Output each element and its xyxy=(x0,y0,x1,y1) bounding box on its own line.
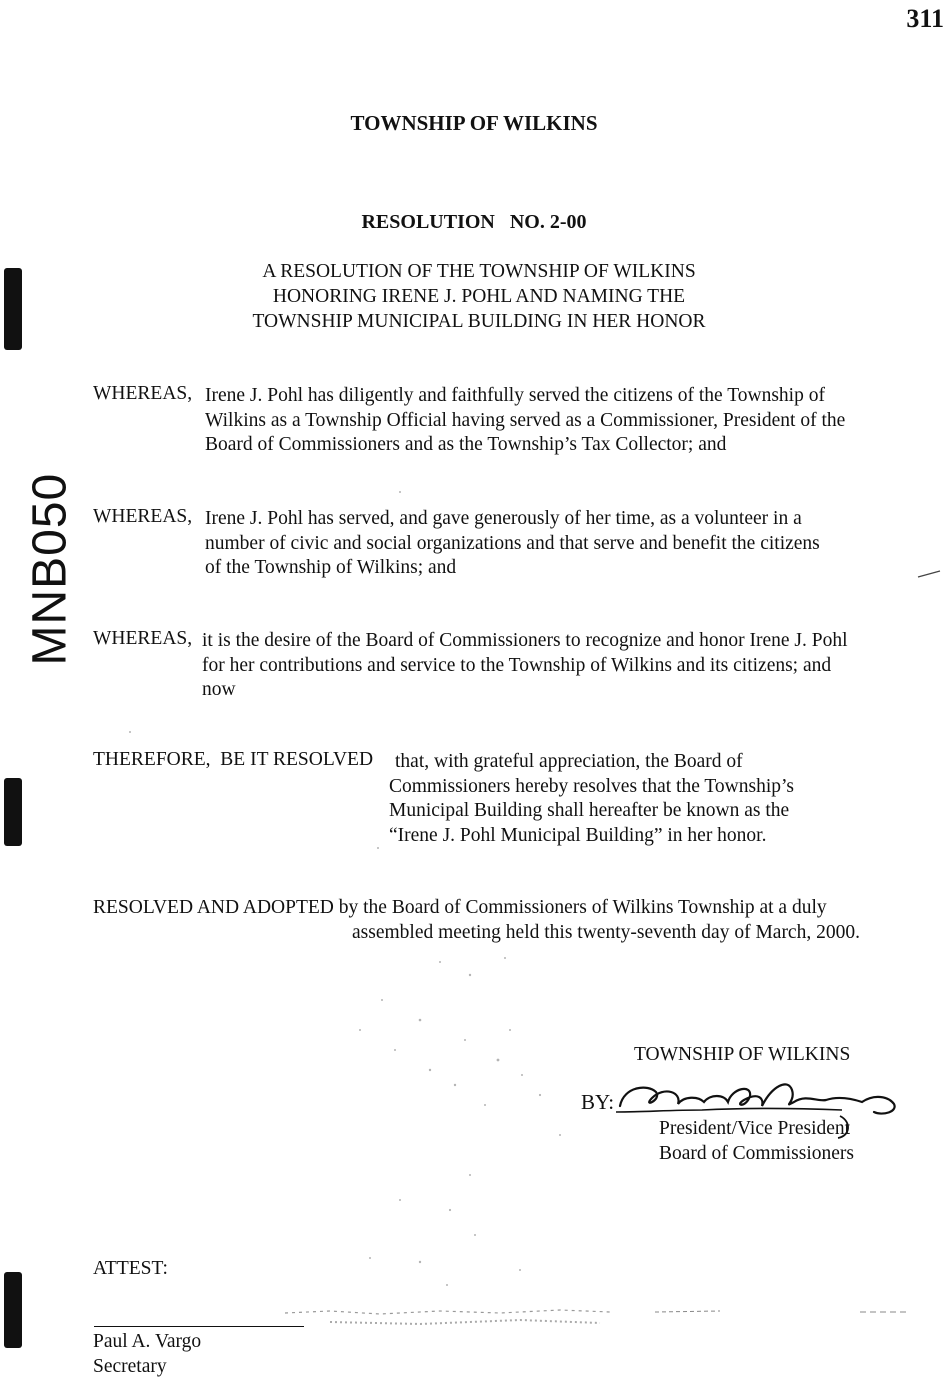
signer-title: President/Vice President xyxy=(659,1118,851,1139)
by-label: BY: xyxy=(581,1090,615,1114)
whereas-clause xyxy=(205,384,905,458)
whereas-clause xyxy=(202,629,922,703)
clause-line: of the Township of Wilkins; and xyxy=(205,557,457,578)
clause-line: Municipal Building shall hereafter be known as the xyxy=(389,800,790,821)
adopted-line: RESOLVED AND ADOPTED by the Board of Commissioners of Wilkins Township at a duly xyxy=(93,897,827,918)
attest-title: Secretary xyxy=(93,1356,167,1377)
therefore-label: THEREFORE, BE IT RESOLVED xyxy=(93,749,374,770)
clause-line: that, with grateful appreciation, the Board of xyxy=(395,751,743,772)
signature-org: TOWNSHIP OF WILKINS xyxy=(634,1044,851,1065)
clause-line: Wilkins as a Township Official having served as a Commissioner, President of the xyxy=(205,409,846,431)
therefore-clause xyxy=(389,750,909,848)
binder-mark xyxy=(4,1272,22,1348)
clause-line: Irene J. Pohl has diligently and faithfully served the citizens of the Township of xyxy=(205,385,825,406)
clause-line: for her contributions and service to the Township of Wilkins and its citizens; and xyxy=(202,654,832,676)
subtitle-line: A RESOLUTION OF THE TOWNSHIP OF WILKINS xyxy=(262,261,696,282)
whereas-label: WHEREAS, xyxy=(93,383,193,404)
clause-line: Commissioners hereby resolves that the Township’s xyxy=(389,775,795,797)
attest-label: ATTEST: xyxy=(93,1258,168,1279)
resolution-subtitle xyxy=(0,259,948,334)
clause-line: now xyxy=(202,679,236,700)
signer-board: Board of Commissioners xyxy=(659,1143,854,1164)
clause-line: Board of Commissioners and as the Township’s Tax Collector; and xyxy=(205,434,727,455)
whereas-label: WHEREAS, xyxy=(93,506,193,527)
attest-signature-line xyxy=(94,1326,304,1327)
clause-line: “Irene J. Pohl Municipal Building” in her honor. xyxy=(389,824,767,846)
clause-line: number of civic and social organizations and that serve and benefit the citizens xyxy=(205,532,820,554)
clause-line: Irene J. Pohl has served, and gave generously of her time, as a volunteer in a xyxy=(205,508,802,529)
subtitle-line: HONORING IRENE J. POHL AND NAMING THE xyxy=(272,286,686,307)
sidebar-code: MNB050 xyxy=(23,472,77,666)
binder-mark xyxy=(4,778,22,846)
resolution-number: RESOLUTION NO. 2-00 xyxy=(361,211,587,233)
attest-name: Paul A. Vargo xyxy=(93,1331,202,1352)
whereas-label: WHEREAS, xyxy=(93,628,193,649)
document-title: TOWNSHIP OF WILKINS xyxy=(350,111,598,135)
page-number: 311 xyxy=(906,4,944,33)
whereas-clause xyxy=(205,507,905,581)
clause-line: it is the desire of the Board of Commissioners to recognize and honor Irene J. Pohl xyxy=(202,630,848,651)
adopted-line: assembled meeting held this twenty-seventh day of March, 2000. xyxy=(352,922,860,943)
subtitle-line: TOWNSHIP MUNICIPAL BUILDING IN HER HONOR xyxy=(252,311,706,332)
